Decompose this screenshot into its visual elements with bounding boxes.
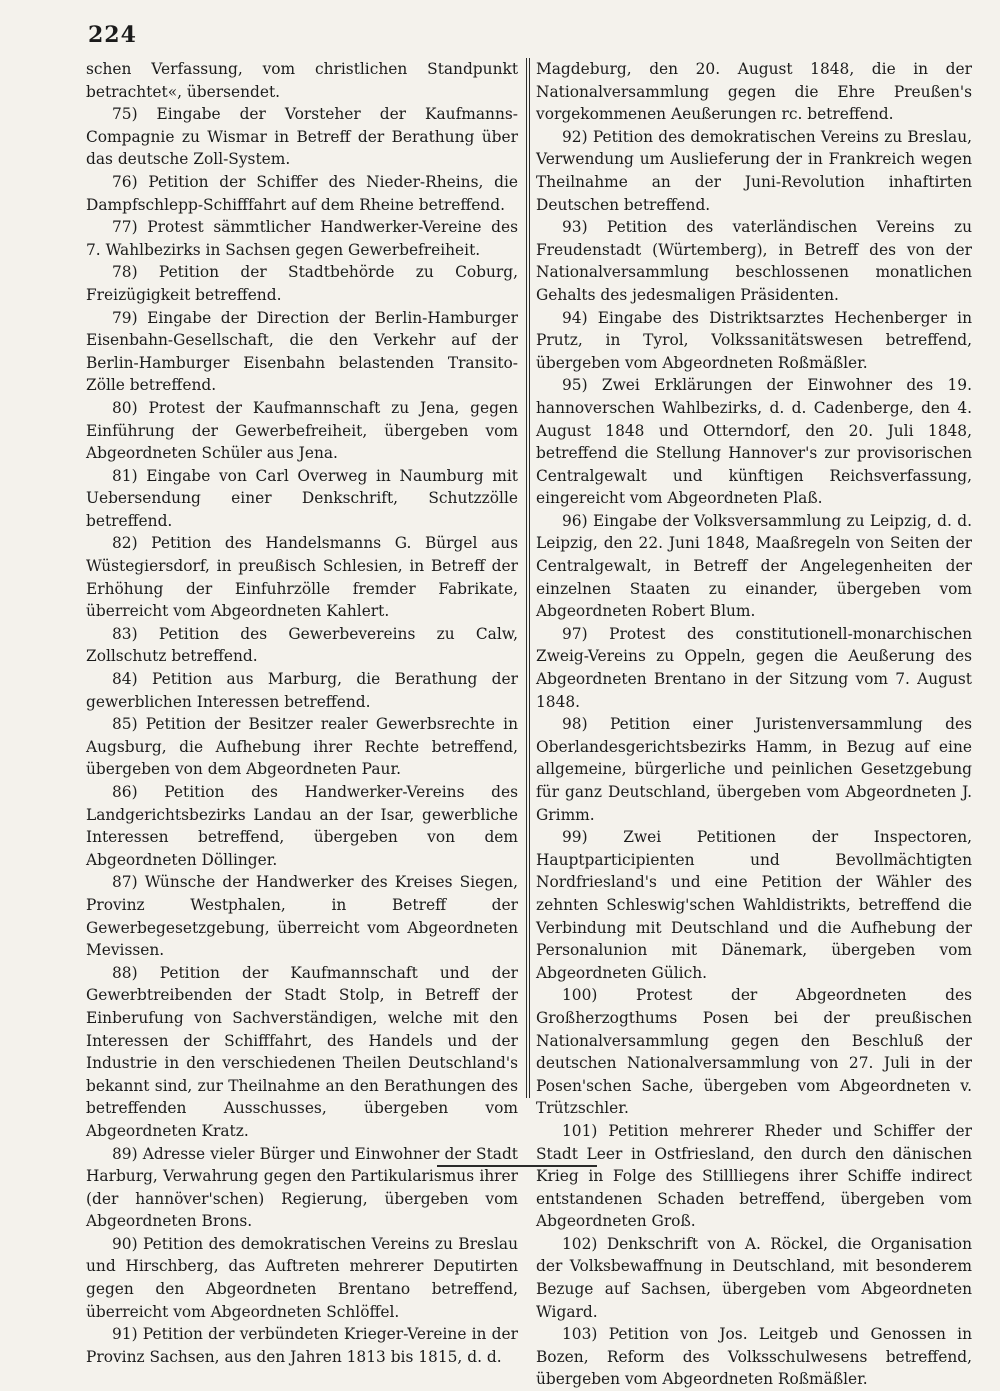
left-entry: 77) Protest sämmtlicher Handwerker-Vereine des 7. Wahlbezirks in Sachsen gegen Gewerbefreiheit.: [86, 218, 518, 259]
right-entry: 93) Petition des vaterländischen Vereins zu Freudenstadt (Würtemberg), in Betreff des von der Nationalversammlung beschlossenen monatlichen Gehalts des jedesmaligen Präsidenten.: [536, 218, 972, 304]
left-entry: 81) Eingabe von Carl Overweg in Naumburg mit Uebersendung einer Denkschrift, Schutzzölle betreffend.: [86, 466, 518, 530]
right-entry: 101) Petition mehrerer Rheder und Schiffer der Stadt Leer in Ostfriesland, den durch den dänischen Krieg in Folge des Stillliegens ihrer Schiffe indirect entstandenen Schaden betreffend, übergeben vom Abgeordneten Groß.: [536, 1121, 972, 1231]
left-entry: 91) Petition der verbündeten Krieger-Vereine in der Provinz Sachsen, aus den Jahren 1813 bis 1815, d. d.: [86, 1325, 518, 1366]
right-entry: 96) Eingabe der Volksversammlung zu Leipzig, d. d. Leipzig, den 22. Juni 1848, Maaßregeln von Seiten der Centralgewalt, in Betreff der Angelegenheiten der einzelnen Staaten zu einander, übergeben vom Abgeordneten Robert Blum.: [536, 511, 972, 621]
right-entry: 103) Petition von Jos. Leitgeb und Genossen in Bozen, Reform des Volksschulwesens betreffend, übergeben vom Abgeordneten Roßmäßler.: [536, 1325, 972, 1389]
right-entry: 99) Zwei Petitionen der Inspectoren, Hauptparticipienten und Bevollmächtigten Nordfriesland's und eine Petition der Wähler des zehnten Schleswig'schen Wahldistrikts, betreffend die Verbindung mit Deutschland und die Aufhebung der Personalunion mit Dänemark, übergeben vom Abgeordneten Gülich.: [536, 828, 972, 982]
left-column: [86, 58, 518, 1368]
right-entry: 98) Petition einer Juristenversammlung des Oberlandesgerichtsbezirks Hamm, in Bezug auf eine allgemeine, bürgerliche und peinlichen Gesetzgebung für ganz Deutschland, übergeben vom Abgeordneten J. Grimm.: [536, 715, 972, 824]
page-number: 224: [88, 22, 137, 48]
right-entry: 94) Eingabe des Distriktsarztes Hechenberger in Prutz, in Tyrol, Volkssanitätswesen betreffend, übergeben vom Abgeordneten Roßmäßler.: [536, 308, 972, 372]
left-entry: 88) Petition der Kaufmannschaft und der Gewerbtreibenden der Stadt Stolp, in Betreff der Einberufung von Sachverständigen, welche mit den Interessen der Schifffahrt, des Handels und der Industrie in den verschiedenen Theilen Deutschland's bekannt sind, zur Theilnahme an den Berathungen des betreffenden Ausschusses, übergeben vom Abgeordneten Kratz.: [86, 963, 518, 1140]
right-entry: 102) Denkschrift von A. Röckel, die Organisation der Volksbewaffnung in Deutschland, mit besonderem Bezuge auf Sachsen, übergeben vom Abgeordneten Wigard.: [536, 1234, 972, 1321]
left-entry: 85) Petition der Besitzer realer Gewerbsrechte in Augsburg, die Aufhebung ihrer Rechte betreffend, übergeben von dem Abgeordneten Paur.: [86, 715, 518, 779]
left-entry: 84) Petition aus Marburg, die Berathung der gewerblichen Interessen betreffend.: [86, 670, 518, 711]
left-entry: 89) Adresse vieler Bürger und Einwohner der Stadt Harburg, Verwahrung gegen den Partikularismus ihrer (der hannöver'schen) Regierung, übergeben vom Abgeordneten Brons.: [86, 1144, 518, 1231]
column-divider: [529, 58, 530, 1098]
right-entry: 92) Petition des demokratischen Vereins zu Breslau, Verwendung um Auslieferung der in Frankreich wegen Theilnahme an der Juni-Revolution inhaftirten Deutschen betreffend.: [536, 127, 972, 214]
left-entry: 75) Eingabe der Vorsteher der Kaufmanns-Compagnie zu Wismar in Betreff der Berathung über das deutsche Zoll-System.: [86, 105, 518, 169]
right-paragraph: Magdeburg, den 20. August 1848, die in der Nationalversammlung gegen die Ehre Preußen's vorgekommenen Aeußerungen rc. betreffend.: [536, 60, 972, 124]
right-entry: 100) Protest der Abgeordneten des Großherzogthums Posen bei der preußischen Nationalversammlung gegen den Beschluß der deutschen Nationalversammlung von 27. Juli in der Posen'schen Sache, übergeben vom Abgeordneten v. Trützschler.: [536, 986, 972, 1118]
left-entry: 79) Eingabe der Direction der Berlin-Hamburger Eisenbahn-Gesellschaft, die den Verkehr auf der Berlin-Hamburger Eisenbahn belastenden Transito-Zölle betreffend.: [86, 308, 518, 395]
right-column: [536, 58, 972, 1391]
left-entry: 87) Wünsche der Handwerker des Kreises Siegen, Provinz Westphalen, in Betreff der Gewerbegesetzgebung, überreicht vom Abgeordneten Mevissen.: [86, 873, 518, 960]
column-divider: [526, 58, 527, 1098]
left-entry: 76) Petition der Schiffer des Nieder-Rheins, die Dampfschlepp-Schifffahrt auf dem Rheine betreffend.: [86, 172, 518, 214]
right-entry: 95) Zwei Erklärungen der Einwohner des 19. hannoverschen Wahlbezirks, d. d. Cadenberge, den 4. August 1848 und Otterndorf, den 20. Juli 1848, betreffend die Stellung Hannover's zur provisorischen Centralgewalt und künftigen Reichsverfassung, eingereicht vom Abgeordneten Plaß.: [536, 376, 972, 508]
left-entry: 83) Petition des Gewerbevereins zu Calw, Zollschutz betreffend.: [86, 624, 518, 666]
left-entry: 78) Petition der Stadtbehörde zu Coburg, Freizügigkeit betreffend.: [86, 263, 518, 304]
left-entry: 90) Petition des demokratischen Vereins zu Breslau und Hirschberg, das Auftreten mehrerer Deputirten gegen den Abgeordneten Brentano betreffend, überreicht vom Abgeordneten Schlöffel.: [86, 1234, 518, 1321]
left-entry: 82) Petition des Handelsmanns G. Bürgel aus Wüstegiersdorf, in preußisch Schlesien, in Betreff der Erhöhung der Einfuhrzölle fremder Fabrikate, überreicht vom Abgeordneten Kahlert.: [86, 534, 518, 621]
left-entry: 86) Petition des Handwerker-Vereins des Landgerichtsbezirks Landau an der Isar, gewerbliche Interessen betreffend, übergeben von dem Abgeordneten Döllinger.: [86, 783, 518, 869]
left-paragraph: schen Verfassung, vom christlichen Standpunkt betrachtet«, übersendet.: [86, 60, 518, 101]
right-entry: 97) Protest des constitutionell-monarchischen Zweig-Vereins zu Oppeln, gegen die Aeußerung des Abgeordneten Brentano in der Sitzung vom 7. August 1848.: [536, 624, 972, 711]
left-entry: 80) Protest der Kaufmannschaft zu Jena, gegen Einführung der Gewerbefreiheit, übergeben vom Abgeordneten Schüler aus Jena.: [86, 398, 518, 463]
end-rule: [437, 1165, 597, 1167]
